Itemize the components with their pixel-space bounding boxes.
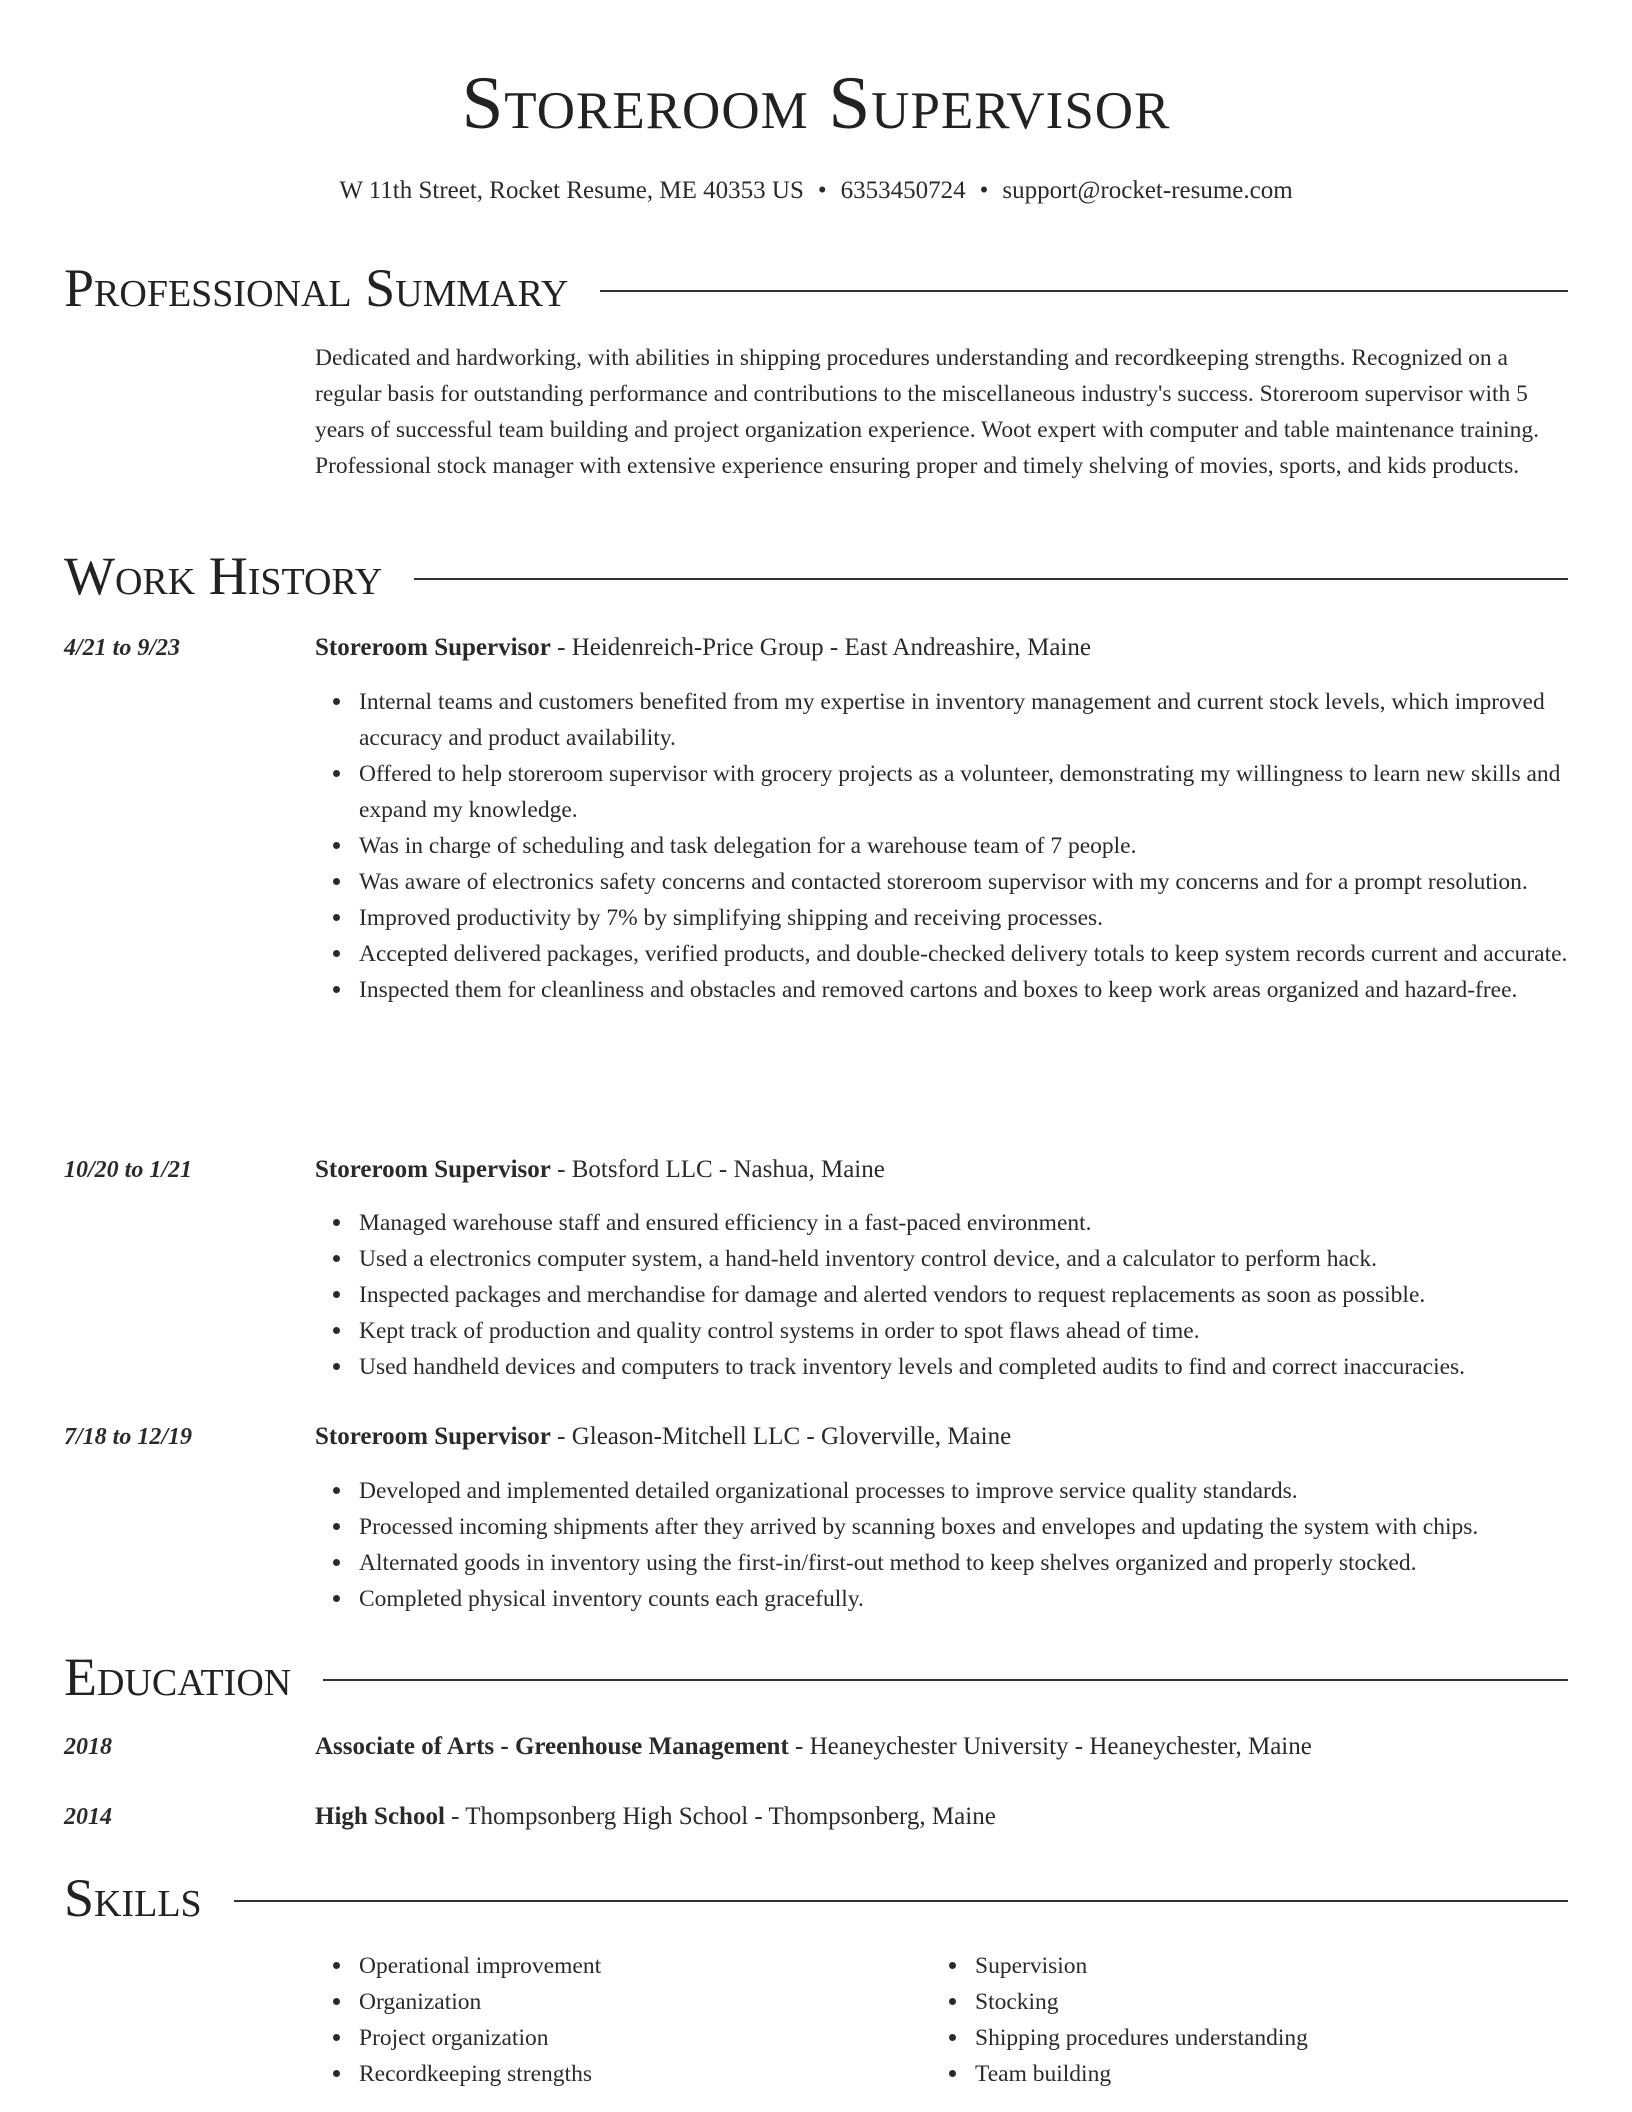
skill-item: Recordkeeping strengths (359, 2056, 1575, 2092)
section-work-history (64, 546, 1568, 606)
job-bullet: Offered to help storeroom supervisor with grocery projects as a volunteer, demonstrating my willingness to learn new skills and expand my knowledge. (359, 756, 1575, 828)
skill-item: Team building (975, 2056, 1632, 2092)
education-school-location: - Thompsonberg High School - Thompsonberg, Maine (444, 1803, 996, 1830)
job-bullet: Managed warehouse staff and ensured efficiency in a fast-paced environment. (359, 1205, 1575, 1241)
job-bullet: Used handheld devices and computers to track inventory levels and completed audits to find and correct inaccuracies. (359, 1349, 1575, 1385)
job-dates: 7/18 to 12/19 (64, 1424, 193, 1450)
section-title: Education (64, 1647, 292, 1707)
job-bullet: Developed and implemented detailed organizational processes to improve service quality standards. (359, 1473, 1575, 1509)
education-year: 2018 (64, 1734, 112, 1760)
section-divider (600, 290, 1568, 292)
job-heading (315, 631, 1575, 665)
job-bullet: Alternated goods in inventory using the first-in/first-out method to keep shelves organized and properly stocked. (359, 1545, 1575, 1581)
job-bullet: Completed physical inventory counts each gracefully. (359, 1581, 1575, 1617)
job-dates: 4/21 to 9/23 (64, 635, 181, 661)
job-position: Storeroom Supervisor (315, 1423, 551, 1450)
skill-item: Stocking (975, 1984, 1632, 2020)
section-title: Work History (64, 546, 383, 606)
education-degree: High School (315, 1803, 445, 1830)
job-bullet: Internal teams and customers benefited from my expertise in inventory management and current stock levels, which improved accuracy and product availability. (359, 684, 1575, 756)
contact-email: support@rocket-resume.com (1002, 177, 1293, 204)
job-employer-location: - Heidenreich-Price Group - East Andreashire, Maine (550, 634, 1091, 661)
education-entry (315, 1800, 1575, 1834)
section-divider (323, 1679, 1568, 1681)
skill-item: Organization (359, 1984, 1575, 2020)
education-degree: Associate of Arts - Greenhouse Management (315, 1733, 789, 1760)
section-education (64, 1647, 1568, 1707)
skills-list-right (931, 1948, 1632, 2092)
job-bullet: Used a electronics computer system, a hand-held inventory control device, and a calculator to perform hack. (359, 1241, 1575, 1277)
job-heading (315, 1420, 1575, 1454)
job-dates: 10/20 to 1/21 (64, 1157, 193, 1183)
contact-phone: 6353450724 (840, 177, 966, 204)
education-school-location: - Heaneychester University - Heaneychester, Maine (788, 1733, 1312, 1760)
contact-address: W 11th Street, Rocket Resume, ME 40353 US (339, 177, 804, 204)
skill-item: Project organization (359, 2020, 1575, 2056)
job-position: Storeroom Supervisor (315, 1156, 551, 1183)
contact-separator: • (979, 177, 989, 204)
job-position: Storeroom Supervisor (315, 634, 551, 661)
job-bullet: Accepted delivered packages, verified products, and double-checked delivery totals to keep system records current and accurate. (359, 936, 1575, 972)
skill-item: Supervision (975, 1948, 1632, 1984)
job-bullet-list (315, 684, 1575, 1008)
section-skills (64, 1868, 1568, 1928)
job-bullet-list (315, 1205, 1575, 1385)
section-professional-summary (64, 258, 1568, 318)
job-bullet: Kept track of production and quality control systems in order to spot flaws ahead of time. (359, 1313, 1575, 1349)
job-bullet: Inspected them for cleanliness and obstacles and removed cartons and boxes to keep work areas organized and hazard-free. (359, 972, 1575, 1008)
skill-item: Operational improvement (359, 1948, 1575, 1984)
section-divider (414, 578, 1568, 580)
skill-item: Shipping procedures understanding (975, 2020, 1632, 2056)
candidate-name: Storeroom Supervisor (461, 62, 1171, 145)
job-bullet-list (315, 1473, 1575, 1617)
contact-separator: • (817, 177, 827, 204)
job-bullet: Processed incoming shipments after they arrived by scanning boxes and envelopes and updating the system with chips. (359, 1509, 1575, 1545)
job-bullet: Was in charge of scheduling and task delegation for a warehouse team of 7 people. (359, 828, 1575, 864)
job-employer-location: - Gleason-Mitchell LLC - Gloverville, Maine (550, 1423, 1012, 1450)
education-year: 2014 (64, 1804, 112, 1830)
job-bullet: Improved productivity by 7% by simplifying shipping and receiving processes. (359, 900, 1575, 936)
section-title: Professional Summary (64, 258, 569, 318)
contact-line (0, 174, 1632, 208)
job-bullet: Inspected packages and merchandise for damage and alerted vendors to request replacements as soon as possible. (359, 1277, 1575, 1313)
summary-text: Dedicated and hardworking, with abilities in shipping procedures understanding and recordkeeping strengths. Recognized on a regular basis for outstanding performance and contributions to the miscellaneous industry's success. Storeroom supervisor with 5 years of successful team building and project organization experience. Woot expert with computer and table maintenance training. Professional stock manager with extensive experience ensuring proper and timely shelving of movies, sports, and kids products. (315, 345, 1540, 479)
job-bullet: Was aware of electronics safety concerns and contacted storeroom supervisor with my concerns and for a prompt resolution. (359, 864, 1575, 900)
job-employer-location: - Botsford LLC - Nashua, Maine (550, 1156, 885, 1183)
section-divider (234, 1900, 1568, 1902)
job-heading (315, 1153, 1575, 1187)
section-title: Skills (64, 1868, 202, 1928)
education-entry (315, 1730, 1575, 1764)
